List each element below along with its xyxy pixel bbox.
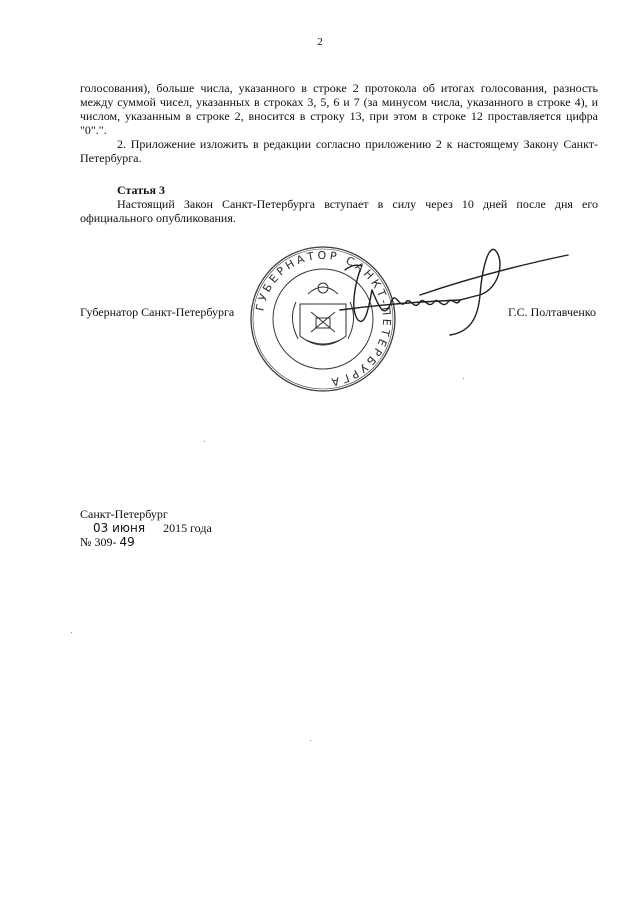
law-number	[80, 535, 135, 550]
date-year: 2015 года	[163, 521, 212, 535]
law-number-prefix: № 309-	[80, 535, 117, 549]
scan-speck	[463, 378, 464, 379]
date-line	[93, 521, 212, 536]
law-number-suffix: 49	[119, 535, 135, 549]
scan-speck	[71, 632, 72, 633]
page-number: 2	[317, 36, 323, 48]
handwritten-signature	[300, 240, 570, 340]
governor-title: Губернатор Санкт-Петербурга	[80, 305, 235, 319]
paragraph-continuation: голосования), больше числа, указанного в строке 2 протокола об итогах голосования, разность между суммой чисел, указанных в строках 3, 5, 6 и 7 (за минусом числа, указанного в строке 4), и числом, указанным в строке 2, вносится в строку 13, при этом в строке 12 проставляется цифра "0".".	[80, 81, 598, 137]
article-text: Настоящий Закон Санкт-Петербурга вступает в силу через 10 дней после дня его официального опубликования.	[80, 197, 598, 225]
paragraph-appendix: 2. Приложение изложить в редакции согласно приложению 2 к настоящему Закону Санкт-Петербурга.	[80, 137, 598, 165]
date-day-month: 03 июня	[93, 521, 146, 535]
scan-speck	[310, 740, 311, 741]
place-of-signing: Санкт-Петербург	[80, 507, 168, 521]
seal-text: ГУБЕРНАТОР САНКТ-ПЕТЕРБУРГА	[253, 248, 394, 389]
governor-name: Г.С. Полтавченко	[507, 305, 596, 319]
article-heading: Статья 3	[117, 183, 165, 197]
scan-speck	[204, 441, 205, 442]
